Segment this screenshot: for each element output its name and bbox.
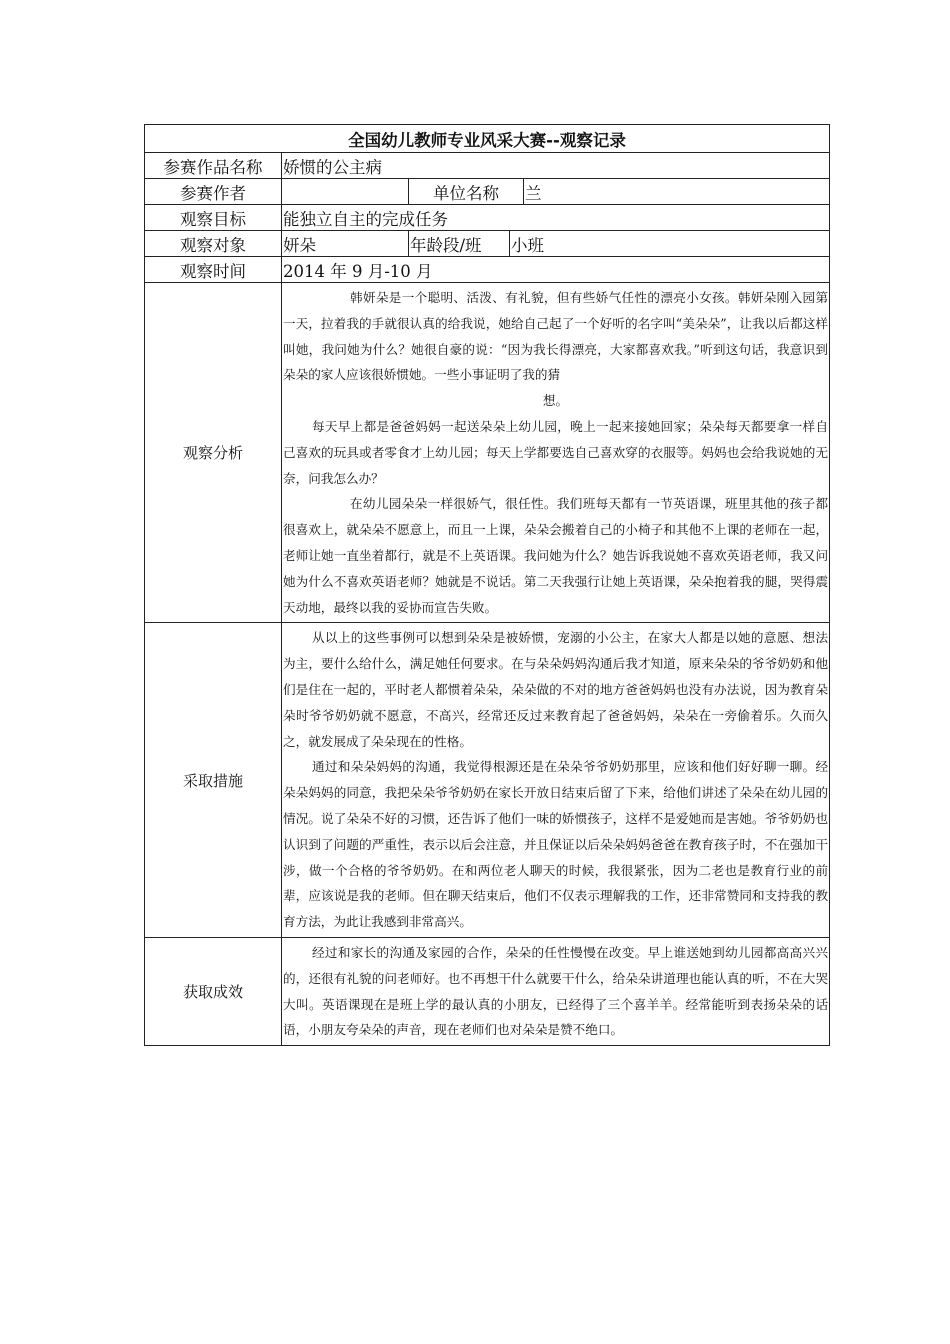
- goal-label: 观察目标: [145, 205, 282, 231]
- age-class-value: 小班: [510, 231, 830, 257]
- measures-row: [145, 623, 830, 938]
- work-name-value: 娇惯的公主病: [282, 153, 830, 179]
- measures-label: 采取措施: [145, 623, 282, 938]
- analysis-paragraph-1-end: 想。: [542, 393, 569, 409]
- observation-record-form: [144, 124, 829, 1046]
- results-label: 获取成效: [145, 937, 282, 1045]
- title-row: [145, 125, 830, 153]
- time-value: 2014 年 9 月-10 月: [282, 257, 830, 283]
- analysis-paragraph-2: 每天早上都是爸爸妈妈一起送朵朵上幼儿园，晚上一起来接她回家；朵朵每天都要拿一样自己喜欢的玩具或者零食才上幼儿园；每天上学都要选自己喜欢穿的衣服等。妈妈也会给我说她的无奈，问我怎么办？: [283, 418, 829, 486]
- author-label: 参赛作者: [145, 179, 282, 205]
- analysis-paragraph-1: 韩妍朵是一个聪明、活泼、有礼貌，但有些娇气任性的漂亮小女孩。韩妍朵刚入园第一天，拉着我的手就很认真的给我说，她给自己起了一个好听的名字叫“美朵朵”，让我以后都这样叫她，我问她为什么？她很自豪的说：“因为我长得漂亮，大家都喜欢我。”听到这句话，我意识到朵朵的家人应该很娇惯她。一些小事证明了我的猜: [283, 290, 829, 383]
- unit-name-value: 兰: [524, 179, 830, 205]
- goal-value: 能独立自主的完成任务: [282, 205, 830, 231]
- measures-text: [282, 623, 830, 938]
- subject-label: 观察对象: [145, 231, 282, 257]
- time-row: [145, 257, 830, 283]
- results-row: [145, 937, 830, 1045]
- results-text: [282, 937, 830, 1045]
- author-row: [145, 179, 830, 205]
- measures-paragraph-1: 从以上的这些事例可以想到朵朵是被娇惯，宠溺的小公主，在家大人都是以她的意愿、想法为主，要什么给什么，满足她任何要求。在与朵朵妈妈沟通后我才知道，原来朵朵的爷爷奶奶和他们是住在一起的，平时老人都惯着朵朵，朵朵做的不对的地方爸爸妈妈也没有办法说，因为教育朵朵时爷爷奶奶就不愿意，不高兴，经常还反过来教育起了爸爸妈妈，朵朵在一旁偷着乐。久而久之，就发展成了朵朵现在的性格。: [283, 630, 829, 749]
- age-class-label: 年龄段/班: [409, 231, 510, 257]
- time-label: 观察时间: [145, 257, 282, 283]
- record-table: [144, 124, 830, 1046]
- author-value: [282, 179, 409, 205]
- form-title: 全国幼儿教师专业风采大赛--观察记录: [145, 125, 830, 153]
- unit-name-label: 单位名称: [409, 179, 524, 205]
- results-paragraph-1: 经过和家长的沟通及家园的合作，朵朵的任性慢慢在改变。早上谁送她到幼儿园都高高兴兴的，还很有礼貌的问老师好。也不再想干什么就要干什么，给朵朵讲道理也能认真的听，不在大哭大叫。英语课现在是班上学的最认真的小朋友，已经得了三个喜羊羊。经常能听到表扬朵朵的话语，小朋友夸朵朵的声音，现在老师们也对朵朵是赞不绝口。: [283, 944, 829, 1038]
- measures-paragraph-2: 通过和朵朵妈妈的沟通，我觉得根源还是在朵朵爷爷奶奶那里，应该和他们好好聊一聊。经朵朵妈妈的同意，我把朵朵爷爷奶奶在家长开放日结束后留了下来，给他们讲述了朵朵在幼儿园的情况。说了朵朵不好的习惯，还告诉了他们一味的娇惯孩子，这样不是爱她而是害她。爷爷奶奶也认识到了问题的严重性，表示以后会注意，并且保证以后朵朵妈妈爸爸在教育孩子时，不在强加干涉，做一个合格的爷爷奶奶。在和两位老人聊天的时候，我很紧张，因为二老也是教育行业的前辈，应该说是我的老师。但在聊天结束后，他们不仅表示理解我的工作，还非常赞同和支持我的教育方法，为此让我感到非常高兴。: [283, 759, 829, 930]
- work-name-label: 参赛作品名称: [145, 153, 282, 179]
- analysis-row: [145, 283, 830, 623]
- analysis-text: [282, 283, 830, 623]
- work-name-row: [145, 153, 830, 179]
- subject-row: [145, 231, 830, 257]
- goal-row: [145, 205, 830, 231]
- subject-value: 妍朵: [282, 231, 409, 257]
- analysis-paragraph-3: 在幼儿园朵朵一样很娇气，很任性。我们班每天都有一节英语课，班里其他的孩子都很喜欢上，就朵朵不愿意上，而且一上课，朵朵会搬着自己的小椅子和其他不上课的老师在一起，老师让她一直坐着都行，就是不上英语课。我问她为什么？她告诉我说她不喜欢英语老师，我又问她为什么不喜欢英语老师？她就是不说话。第二天我强行让她上英语课，朵朵抱着我的腿，哭得震天动地，最终以我的妥协而宣告失败。: [283, 496, 829, 615]
- analysis-label: 观察分析: [145, 283, 282, 623]
